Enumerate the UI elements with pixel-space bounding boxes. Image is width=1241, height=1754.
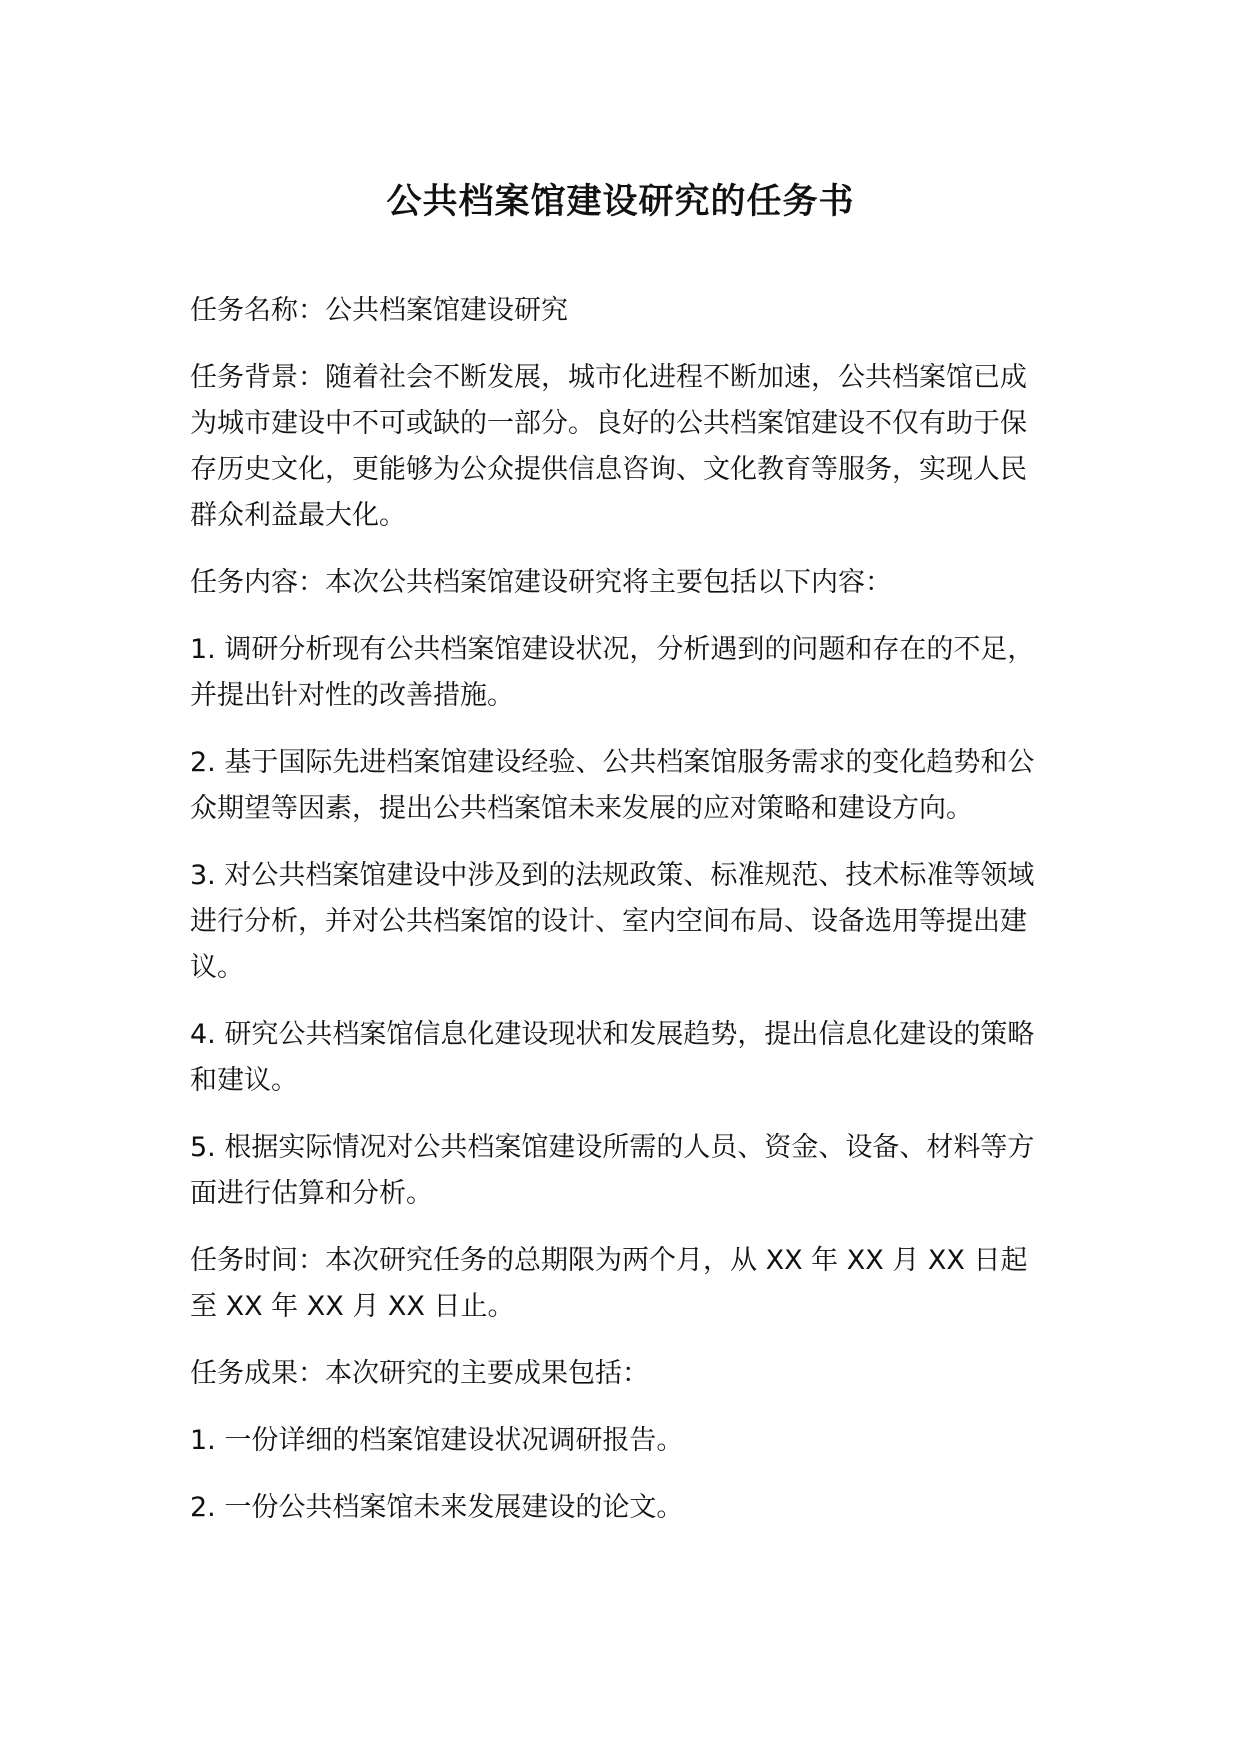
task-name-paragraph: 任务名称：公共档案馆建设研究 — [190, 295, 568, 326]
result-item-1: 1. 一份详细的档案馆建设状况调研报告。 — [190, 1425, 684, 1456]
content-item-3: 3. 对公共档案馆建设中涉及到的法规政策、标准规范、技术标准等领域进行分析，并对公共档案馆的设计、室内空间布局、设备选用等提出建议。 — [190, 860, 1035, 983]
content-item-1: 1. 调研分析现有公共档案馆建设状况，分析遇到的问题和存在的不足，并提出针对性的改善措施。 — [190, 634, 1035, 711]
content-item-2: 2. 基于国际先进档案馆建设经验、公共档案馆服务需求的变化趋势和公众期望等因素，提出公共档案馆未来发展的应对策略和建设方向。 — [190, 747, 1035, 824]
task-background-paragraph: 任务背景：随着社会不断发展，城市化进程不断加速，公共档案馆已成为城市建设中不可或缺的一部分。良好的公共档案馆建设不仅有助于保存历史文化，更能够为公众提供信息咨询、文化教育等服务，实现人民群众利益最大化。 — [190, 362, 1027, 531]
document-body — [190, 288, 1050, 1552]
task-content-paragraph: 任务内容：本次公共档案馆建设研究将主要包括以下内容： — [190, 567, 892, 598]
result-item-2: 2. 一份公共档案馆未来发展建设的论文。 — [190, 1492, 684, 1523]
content-item-4: 4. 研究公共档案馆信息化建设现状和发展趋势，提出信息化建设的策略和建议。 — [190, 1019, 1035, 1096]
task-time-paragraph: 任务时间：本次研究任务的总期限为两个月，从 XX 年 XX 月 XX 日起至 XX 年 XX 月 XX 日止。 — [190, 1245, 1028, 1322]
document-title: 公共档案馆建设研究的任务书 — [386, 182, 855, 222]
task-results-paragraph: 任务成果：本次研究的主要成果包括： — [190, 1358, 649, 1389]
content-item-5: 5. 根据实际情况对公共档案馆建设所需的人员、资金、设备、材料等方面进行估算和分析。 — [190, 1132, 1035, 1209]
